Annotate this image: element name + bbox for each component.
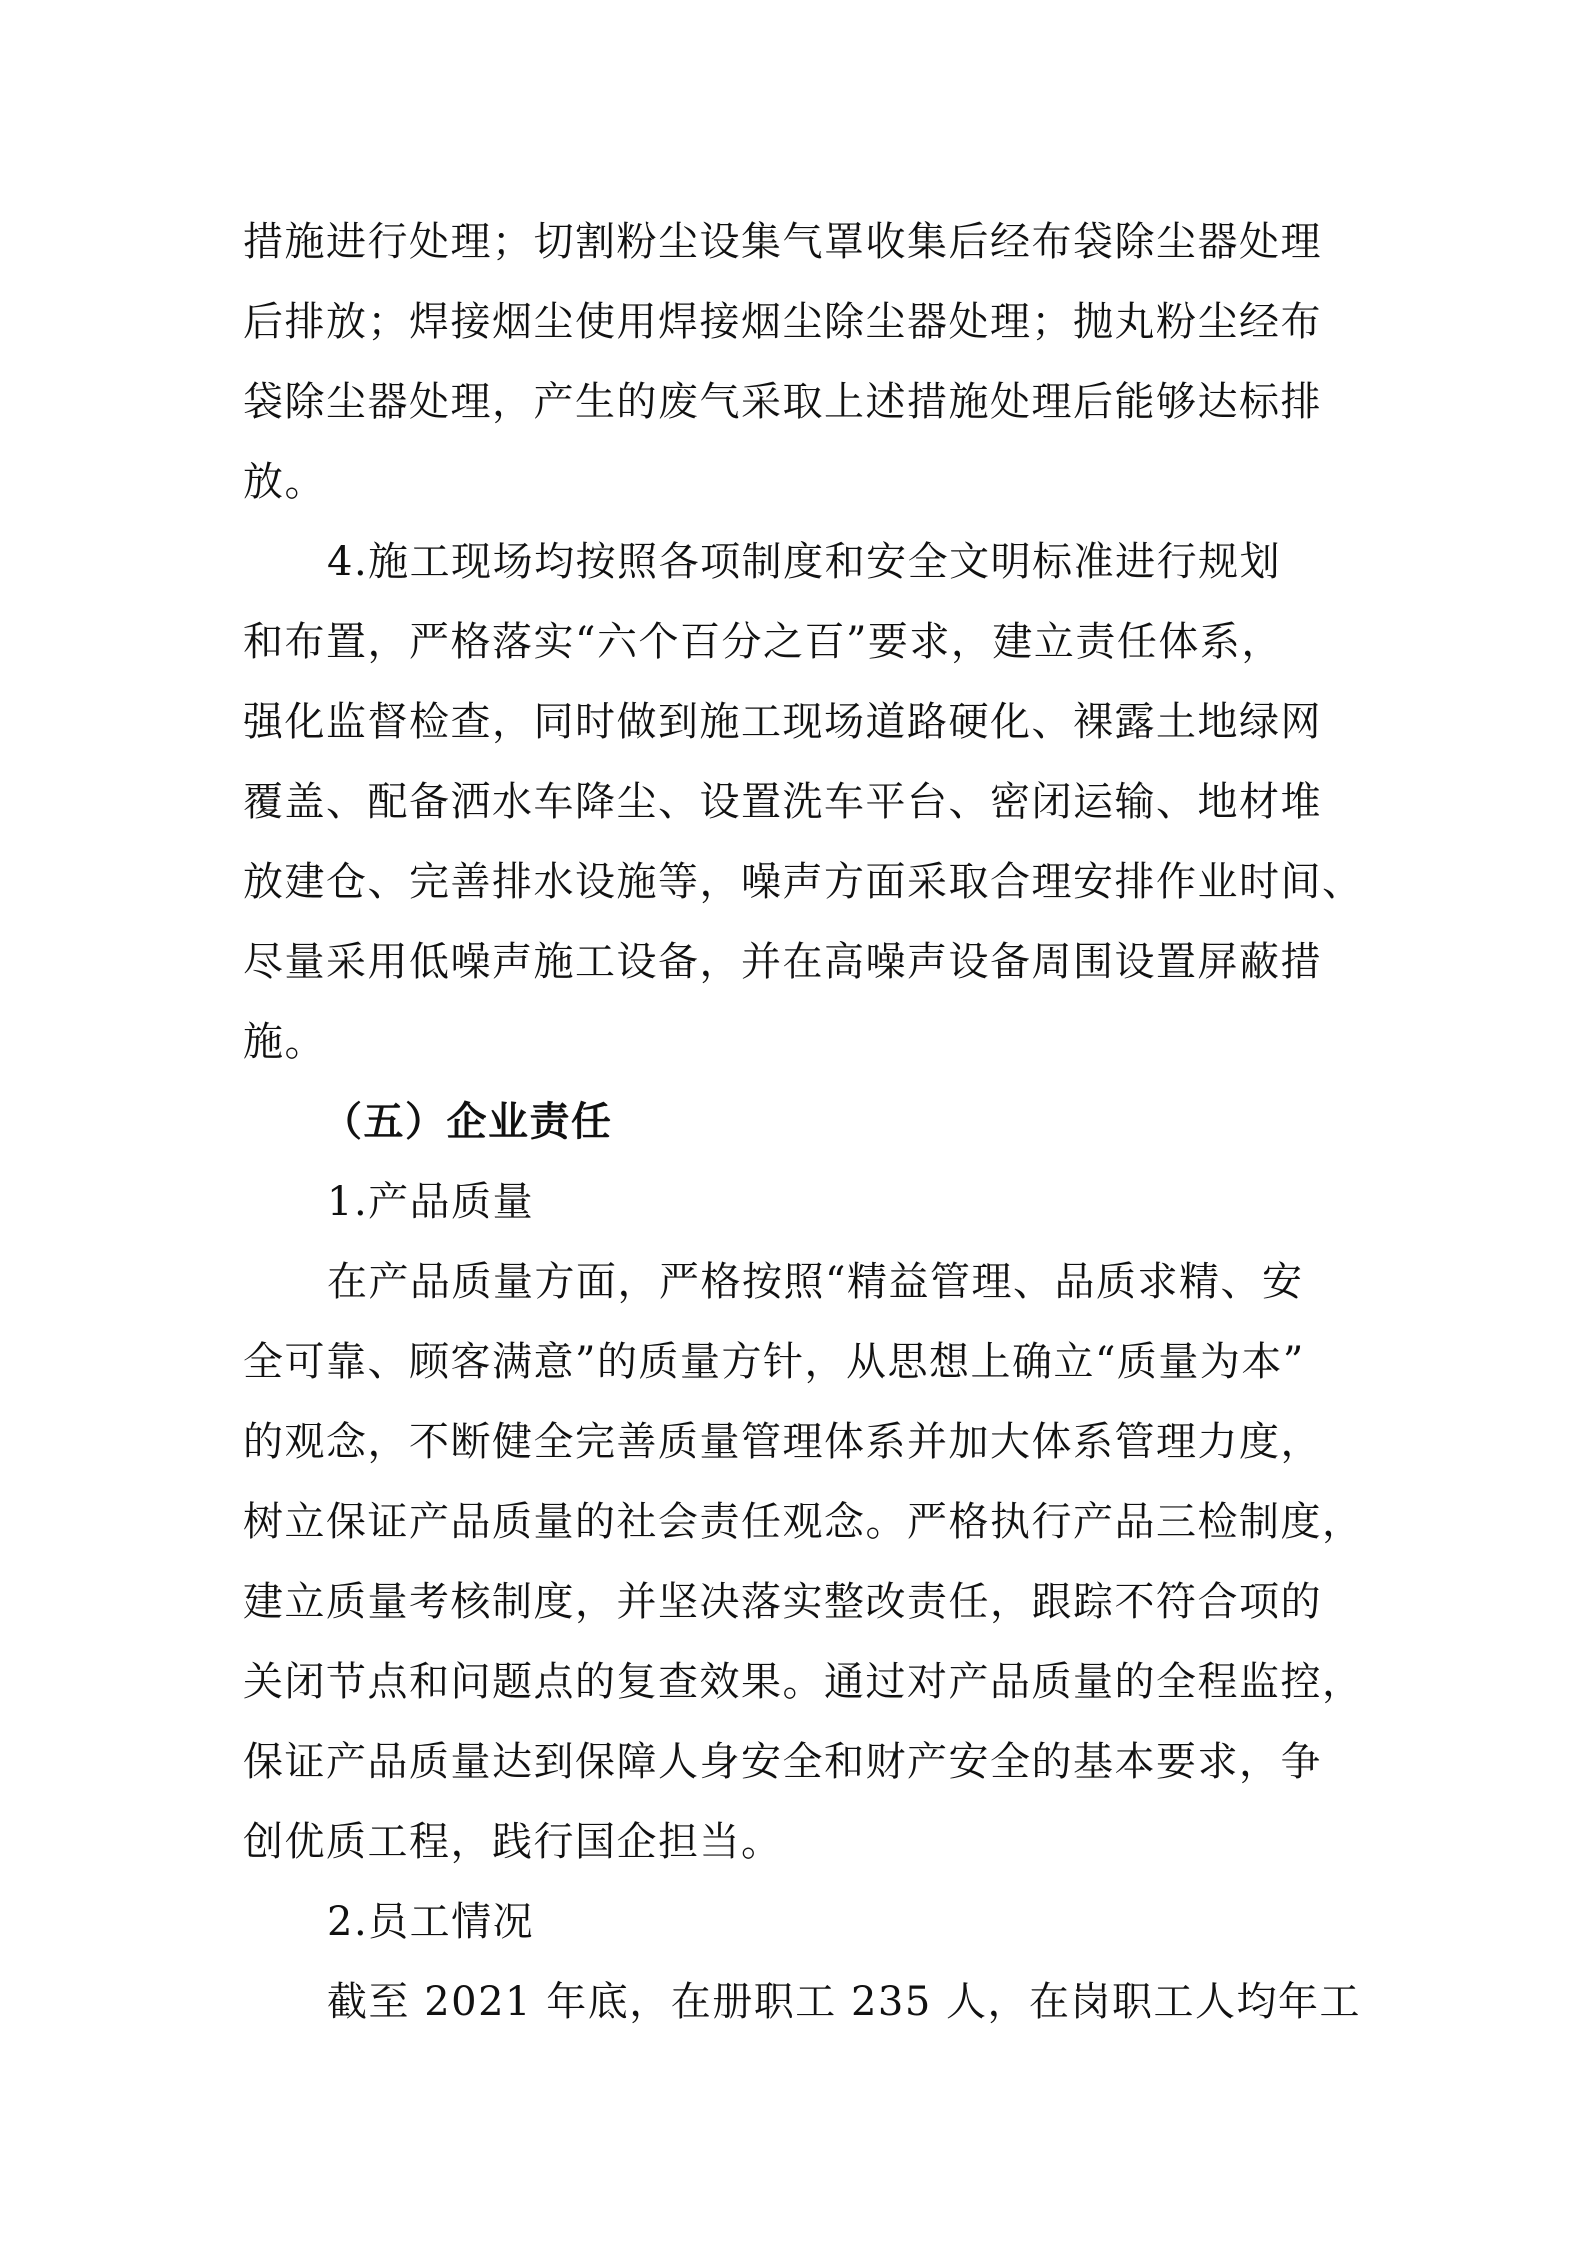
paragraph-line: 创优质工程，践行国企担当。 <box>243 1819 783 1865</box>
paragraph-line: 措施进行处理；切割粉尘设集气罩收集后经布袋除尘器处理 <box>243 219 1322 265</box>
paragraph-line: 施。 <box>243 1019 326 1065</box>
paragraph-line: 在产品质量方面，严格按照“精益管理、品质求精、安 <box>327 1259 1304 1305</box>
paragraph-line: 放建仓、完善排水设施等，噪声方面采取合理安排作业时间、 <box>243 859 1364 905</box>
paragraph-line: 放。 <box>243 459 326 505</box>
paragraph-line: 关闭节点和问题点的复查效果。通过对产品质量的全程监控， <box>243 1659 1364 1705</box>
paragraph-line: 全可靠、顾客满意”的质量方针，从思想上确立“质量为本” <box>243 1339 1305 1385</box>
section-heading: （五）企业责任 <box>322 1099 613 1145</box>
subheading: 2.员工情况 <box>327 1899 535 1945</box>
paragraph-line: 保证产品质量达到保障人身安全和财产安全的基本要求，争 <box>243 1739 1322 1785</box>
paragraph-line: 树立保证产品质量的社会责任观念。严格执行产品三检制度， <box>243 1499 1364 1545</box>
paragraph-line: 建立质量考核制度，并坚决落实整改责任，跟踪不符合项的 <box>243 1579 1322 1625</box>
paragraph-line: 4.施工现场均按照各项制度和安全文明标准进行规划 <box>327 539 1282 585</box>
paragraph-line: 强化监督检查，同时做到施工现场道路硬化、裸露土地绿网 <box>243 699 1322 745</box>
paragraph-line: 的观念，不断健全完善质量管理体系并加大体系管理力度， <box>243 1419 1322 1465</box>
paragraph-line: 尽量采用低噪声施工设备，并在高噪声设备周围设置屏蔽措 <box>243 939 1322 985</box>
subheading: 1.产品质量 <box>327 1179 535 1225</box>
paragraph-line: 截至 2021 年底，在册职工 235 人，在岗职工人均年工 <box>327 1979 1362 2025</box>
paragraph-line: 和布置，严格落实“六个百分之百”要求，建立责任体系， <box>243 619 1283 665</box>
paragraph-line: 后排放；焊接烟尘使用焊接烟尘除尘器处理；抛丸粉尘经布 <box>243 299 1322 345</box>
paragraph-line: 覆盖、配备洒水车降尘、设置洗车平台、密闭运输、地材堆 <box>243 779 1322 825</box>
paragraph-line: 袋除尘器处理，产生的废气采取上述措施处理后能够达标排 <box>243 379 1322 425</box>
